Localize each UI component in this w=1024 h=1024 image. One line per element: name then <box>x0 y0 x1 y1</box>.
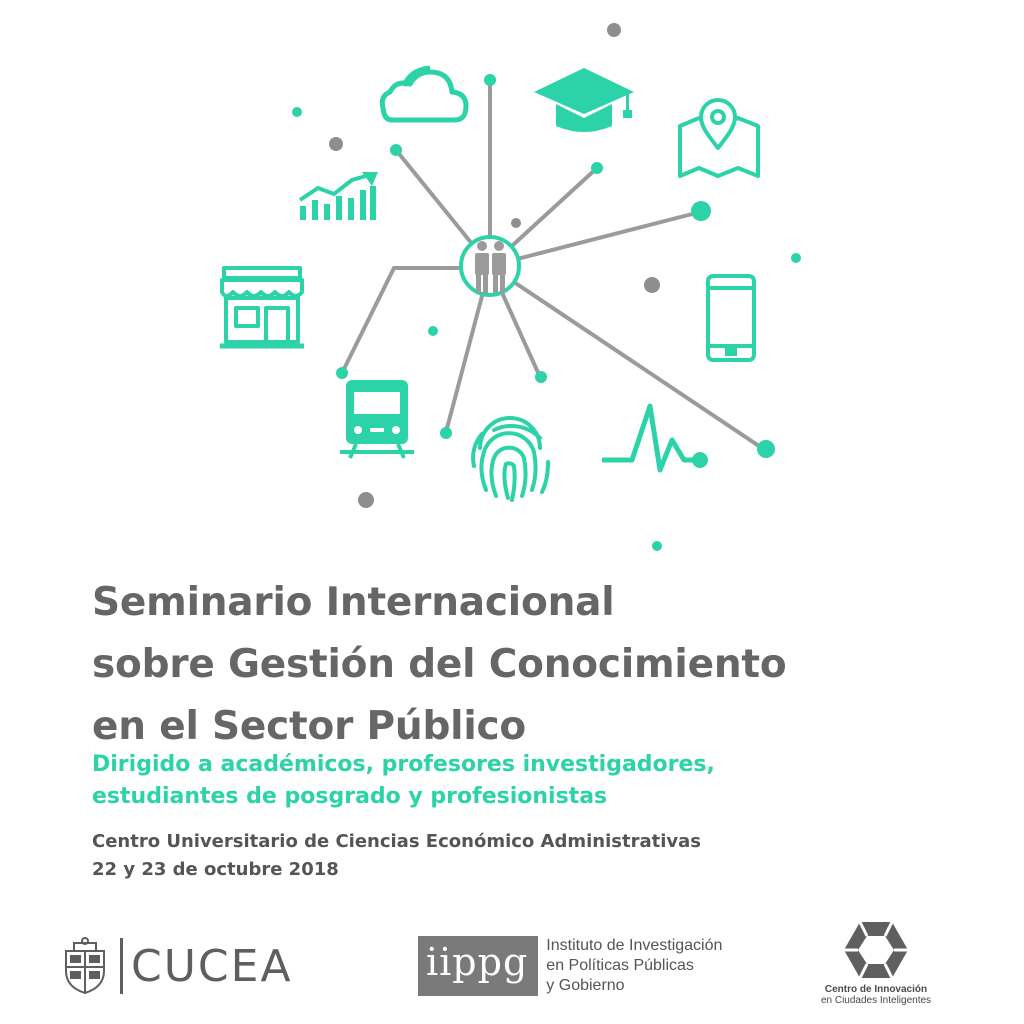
subtitle-line-1: Dirigido a académicos, profesores investigadores, <box>92 752 715 777</box>
cucea-logo <box>60 936 293 996</box>
title-line-2: sobre Gestión del Conocimiento <box>92 642 787 687</box>
iippg-line-1: Instituto de Investigación <box>546 937 723 954</box>
iippg-logo <box>418 936 722 996</box>
growth-chart-icon <box>300 172 378 220</box>
iippg-name <box>546 936 722 996</box>
title-line-3: en el Sector Público <box>92 704 527 749</box>
venue-info <box>92 828 701 884</box>
heartbeat-icon <box>602 406 708 470</box>
cucea-wordmark: CUCEA <box>131 940 293 992</box>
graduation-cap-icon <box>534 68 634 132</box>
cici-logo <box>806 920 946 1006</box>
cloud-icon <box>382 68 466 120</box>
university-seal-icon <box>60 937 110 995</box>
train-icon <box>340 380 414 458</box>
event-date: 22 y 23 de octubre 2018 <box>92 859 339 880</box>
cici-line-2: en Ciudades Inteligentes <box>820 995 932 1006</box>
audience-subtitle <box>92 749 715 813</box>
storefront-icon <box>220 268 304 346</box>
cici-line-1: Centro de Innovación <box>824 984 928 995</box>
iippg-line-3: y Gobierno <box>546 977 625 994</box>
smartphone-icon <box>708 276 754 360</box>
hexagon-ring-icon <box>843 920 909 980</box>
venue-name: Centro Universitario de Ciencias Económico Administrativas <box>92 831 701 852</box>
subtitle-line-2: estudiantes de posgrado y profesionistas <box>92 784 608 809</box>
iippg-line-2: en Políticas Públicas <box>546 957 694 974</box>
seminar-title <box>92 572 786 758</box>
title-line-1: Seminario Internacional <box>92 580 615 625</box>
map-pin-icon <box>680 100 758 176</box>
cucea-divider <box>120 938 123 994</box>
fingerprint-icon <box>473 418 548 500</box>
iippg-mark: iippg <box>418 936 538 996</box>
people-group-icon <box>461 237 519 295</box>
